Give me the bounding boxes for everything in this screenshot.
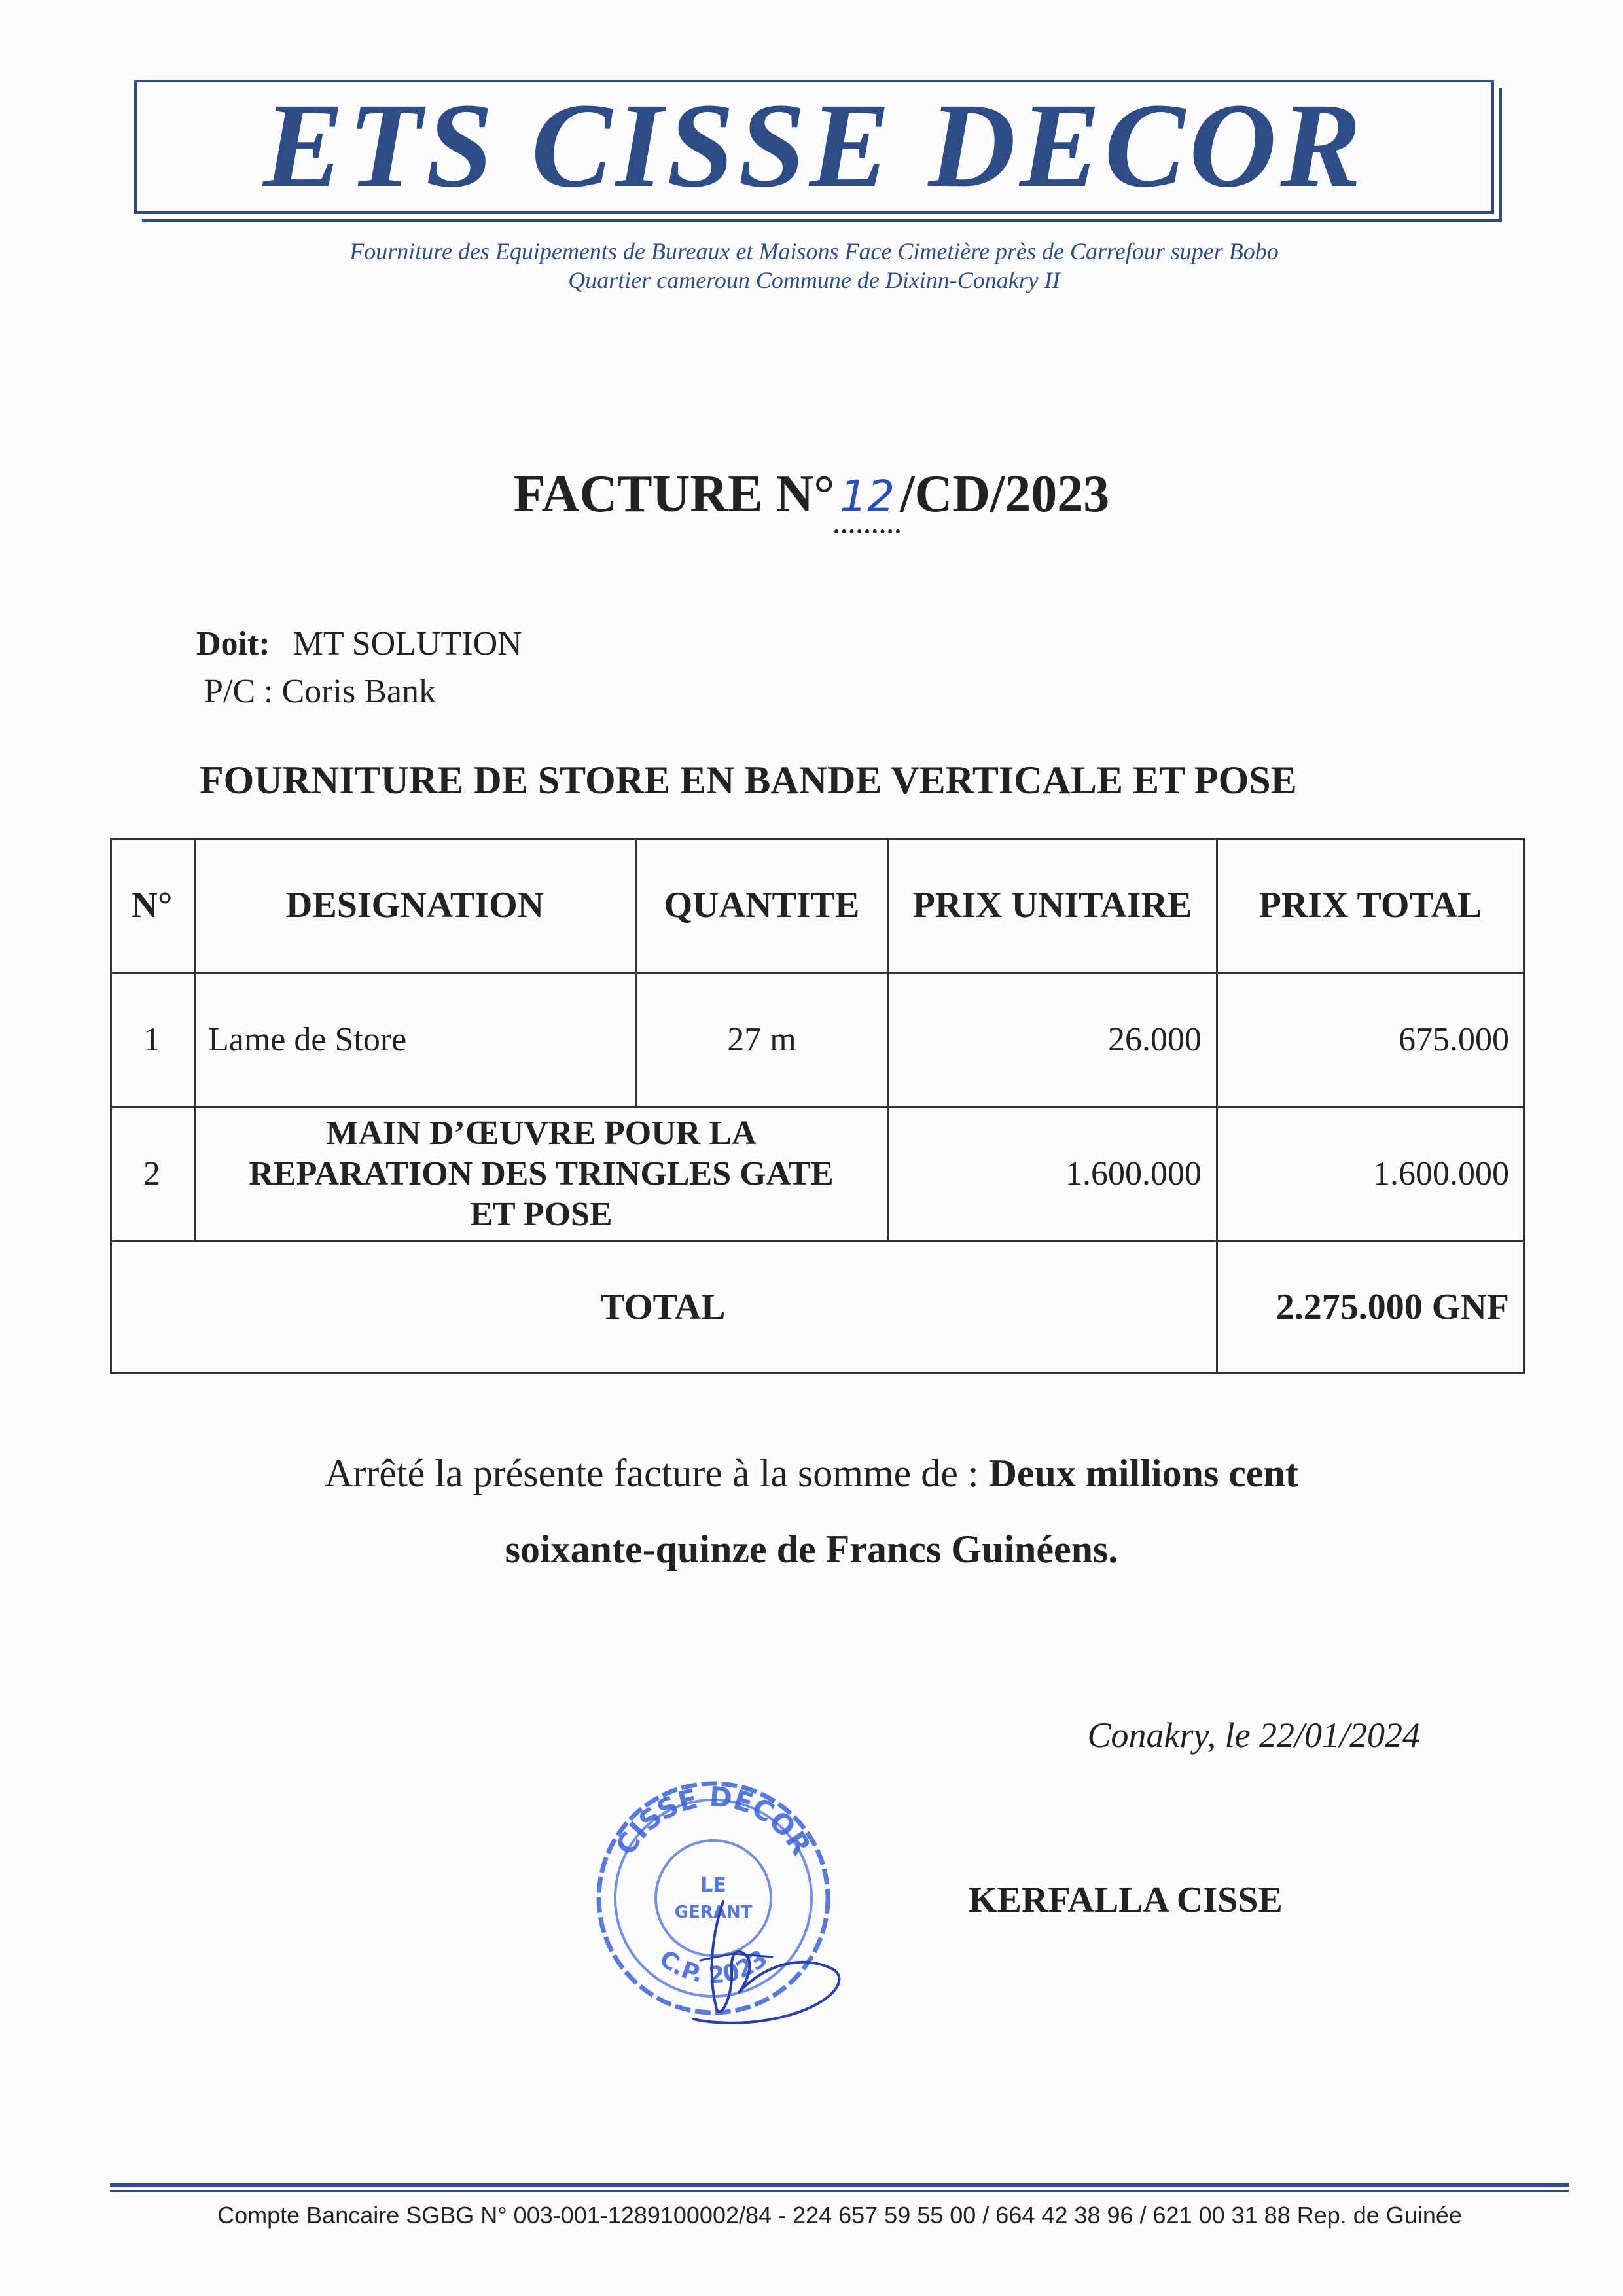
row1-designation: Lame de Store: [208, 1021, 407, 1058]
total-label: TOTAL: [600, 1287, 726, 1327]
footer-rule-thin: [110, 2190, 1569, 2192]
company-tagline-line2: Quartier cameroun Commune de Dixinn-Conakry II: [568, 267, 1060, 293]
invoice-table: [110, 838, 1525, 1374]
row1-prix-unitaire: 26.000: [1108, 1021, 1202, 1058]
row2-designation-line3: ET POSE: [470, 1195, 613, 1233]
invoice-title-prefix: FACTURE N°: [513, 465, 835, 523]
row1-prix-total: 675.000: [1399, 1021, 1509, 1058]
row2-no: 2: [143, 1155, 160, 1193]
company-name: ETS CISSE DECOR: [263, 79, 1365, 213]
row2-prix-unitaire: 1.600.000: [1065, 1155, 1202, 1193]
header-quantite: QUANTITE: [664, 884, 860, 925]
header-prix-unitaire: PRIX UNITAIRE: [912, 884, 1192, 925]
row2-designation-line2: REPARATION DES TRINGLES GATE: [249, 1155, 834, 1193]
footer-bank-details: Compte Bancaire SGBG N° 003-001-1289100002/84 - 224 657 59 55 00 / 664 42 38 96 / 621 00 31 88 Rep. de Guinée: [217, 2202, 1462, 2229]
place-date: Conakry, le 22/01/2024: [1087, 1715, 1420, 1755]
stamp-top-text: CISSE DECOR: [609, 1780, 817, 1861]
row1-quantite: 27 m: [727, 1021, 796, 1058]
invoice-title: [0, 461, 1623, 533]
header-no: N°: [131, 884, 173, 925]
row2-designation: [195, 1107, 887, 1240]
header-designation: DESIGNATION: [285, 884, 544, 925]
signer-name: KERFALLA CISSE: [969, 1880, 1283, 1920]
company-tagline-line1: Fourniture des Equipements de Bureaux et Maisons Face Cimetière près de Carrefour super Bobo: [349, 238, 1279, 264]
pc-value: Coris Bank: [281, 673, 436, 710]
doit-label: Doit:: [196, 625, 270, 662]
doit-value: MT SOLUTION: [293, 625, 522, 662]
client-doit: [196, 623, 522, 665]
client-pc: [204, 671, 436, 713]
total-value: 2.275.000 GNF: [1275, 1287, 1509, 1327]
footer-rule: [110, 2183, 1569, 2187]
pc-label: P/C :: [204, 673, 274, 710]
amount-lead: Arrêté la présente facture à la somme de :: [325, 1452, 989, 1495]
stamp-center-1: LE: [700, 1874, 726, 1897]
amount-in-words-line1: [0, 1437, 1623, 1509]
amount-words-2: soixante-quinze de Francs Guinéens.: [505, 1528, 1118, 1571]
company-stamp-and-signature: [576, 1761, 851, 2036]
row1-no: 1: [143, 1021, 160, 1058]
amount-words-1: Deux millions cent: [988, 1452, 1298, 1495]
invoice-number: 12: [834, 464, 900, 533]
row2-prix-total: 1.600.000: [1373, 1155, 1509, 1193]
invoice-title-suffix: /CD/2023: [900, 465, 1110, 523]
stamp-center-2: GERANT: [674, 1903, 753, 1922]
row2-designation-line1: MAIN D’ŒUVRE POUR LA: [326, 1114, 757, 1152]
header-prix-total: PRIX TOTAL: [1258, 884, 1482, 925]
stamp-bottom-text: C.P. 2023: [654, 1945, 773, 1990]
invoice-subject: FOURNITURE DE STORE EN BANDE VERTICALE ET POSE: [200, 759, 1297, 802]
